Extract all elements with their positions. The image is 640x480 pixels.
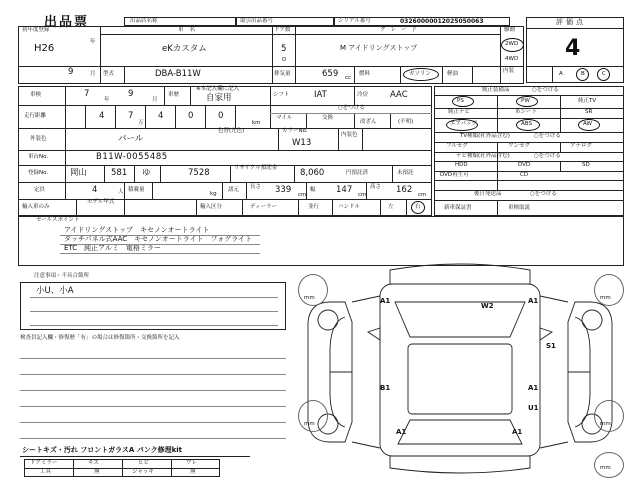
doors-sub: D <box>282 57 287 63</box>
equip-aw: AW <box>583 121 592 127</box>
legend-value-2: 無 <box>94 469 100 475</box>
notes-title: 注意事項・不具合箇所 <box>34 273 90 279</box>
width-value: 147 <box>336 185 353 195</box>
usage-note: ※本記入欄に記入 <box>196 86 240 92</box>
mark-front-right-a1: A1 <box>528 297 539 305</box>
company-label: 出品店名称 <box>130 18 158 24</box>
handle-left: 左 <box>388 204 394 210</box>
model-code: DBA-B11W <box>155 69 201 79</box>
recycle-none: 未預託 <box>397 170 414 176</box>
inspection-label: 車検 <box>30 92 42 98</box>
sales-line-2: タッチパネル式AAC キセノンオートライト フォグライト <box>64 235 252 243</box>
handle-label: ハンドル <box>338 204 361 210</box>
notes-entry: 小U、小A <box>36 286 74 296</box>
navi-hdd: HDD <box>455 162 468 168</box>
inspector-title: 検査員記入欄・修復歴「有」の場合は修復箇所・交換箇所を記入 <box>20 335 180 341</box>
serial-label: シリアル番号 <box>338 18 371 24</box>
maker-label: 車名 <box>178 27 202 33</box>
legend-header-1: ドアミラー <box>30 460 58 466</box>
serial-value: 03260000012025050063 <box>400 17 484 25</box>
meter-label: マイル <box>276 115 293 121</box>
dealer-label: ディーラー <box>250 204 278 210</box>
equip-tv: 純正TV <box>578 98 597 104</box>
recycle-unit: 円預託済 <box>346 170 369 176</box>
equipment-title: 純正装備品 <box>482 87 510 93</box>
cd-label: CD <box>520 172 529 178</box>
meter-note: ○をつける <box>338 105 365 111</box>
tire-spare-unit: mm <box>600 465 611 471</box>
usage-value: 自家用 <box>206 93 232 103</box>
interior-circle-c <box>597 68 610 81</box>
equip-ps: PS <box>457 98 464 104</box>
docs-title: 後日発送品 <box>474 191 502 197</box>
cooling-value: AAC <box>390 90 408 100</box>
length-unit: cm <box>298 192 307 198</box>
equip-navi: 純正ナビ <box>448 109 471 115</box>
chassis-number: B11W-0055485 <box>96 152 168 162</box>
meter-option-unknown: (不明) <box>398 119 414 125</box>
interior-label: 内装 <box>503 68 515 74</box>
drive-label: 駆動 <box>504 27 516 33</box>
navi-title: ナビ種類(社外品含む) <box>456 153 510 159</box>
height-unit: cm <box>418 192 427 198</box>
inspection-year: 7 <box>84 89 90 99</box>
tv-analog: アナログ <box>570 143 593 149</box>
tire-rear-left-unit: mm <box>304 421 315 427</box>
plate-class: 581 <box>111 168 128 178</box>
parallel-label: 並行 <box>308 204 320 210</box>
equip-abs: ABS <box>521 121 532 127</box>
plate-number: 7528 <box>188 168 210 178</box>
displacement-value: 659 <box>322 69 339 79</box>
equip-airbag: エアバッグ <box>450 121 478 127</box>
interior-color-label: 内装色 <box>341 132 358 138</box>
plate-label: 登録No. <box>28 170 49 176</box>
doors-value: 5 <box>281 44 287 54</box>
import-type-label: 輸入区分 <box>200 204 223 210</box>
first-reg-label: 初年度登録 <box>22 27 50 33</box>
exterior-color: パール <box>118 134 144 144</box>
mileage-digit-4: 0 <box>188 111 194 121</box>
first-reg-era: H26 <box>34 43 55 54</box>
mark-right-rear-a1: A1 <box>528 384 539 392</box>
interior-circle <box>576 68 589 81</box>
usage-label: 車歴 <box>168 92 180 98</box>
mileage-unit-km: km <box>252 120 261 126</box>
inspection-year-unit: 年 <box>104 97 110 103</box>
mileage-digit-3: 4 <box>158 111 164 121</box>
grade-name: M アイドリングストップ <box>340 44 418 52</box>
cooling-label: 冷房 <box>357 92 369 98</box>
equip-leather: 革シート <box>515 109 538 115</box>
model-label: 型式 <box>103 71 115 77</box>
inspection-month-unit: 月 <box>152 97 158 103</box>
capacity-label: 定員 <box>34 187 46 193</box>
shift-label: シフト <box>273 92 290 98</box>
color-code-value: W13 <box>292 138 312 148</box>
capacity-unit: 人 <box>118 189 124 195</box>
sales-line-3: ETC 純正アルミ 電格ミラー <box>64 244 161 252</box>
load-unit: kg <box>210 191 217 197</box>
grade-name-label: グレード <box>380 27 423 33</box>
displacement-label: 排気量 <box>274 71 291 77</box>
sheet-title: 出品票 <box>44 15 90 30</box>
tv-title: TV種類(社外品含む) <box>460 133 510 139</box>
footer-note: シートキズ・汚れ フロントガラスA パンク修理kit <box>22 446 182 454</box>
fuel-light: 軽油 <box>447 71 459 77</box>
legend-header-2: キズ <box>88 460 99 466</box>
mark-right-door-s1: S1 <box>546 342 556 350</box>
score-value: 4 <box>565 36 581 61</box>
height-value: 162 <box>396 185 413 195</box>
drive-4wd: 4WD <box>505 56 519 62</box>
mileage-label: 走行距離 <box>24 113 47 119</box>
equip-sr: SR <box>585 109 593 115</box>
recycle-value: 8,060 <box>300 168 325 178</box>
navi-dvd: DVD <box>518 162 531 168</box>
size-label: 諸元 <box>228 187 240 193</box>
mileage-digit-5: 0 <box>218 111 224 121</box>
sales-line-1: アイドリングストップ キセノンオートライト <box>64 226 210 234</box>
navi-sd: SD <box>582 162 590 168</box>
mark-windshield-w2: W2 <box>481 302 494 310</box>
notice-label: 取引出品番号 <box>240 18 274 24</box>
mileage-unit-man: 万 <box>138 120 144 126</box>
capacity-value: 4 <box>92 185 98 195</box>
meter-option-tamper: 改ざん <box>360 119 377 125</box>
car-damage-diagram <box>290 262 630 478</box>
equipment-note: ○をつける <box>532 87 559 93</box>
tv-fullseg: フルセグ <box>446 143 468 149</box>
first-reg-month: 9 <box>68 67 74 77</box>
mark-front-left-a1: A1 <box>380 297 391 305</box>
mileage-digit-1: 4 <box>99 111 105 121</box>
fuel-value: ガソリン <box>409 71 432 77</box>
length-value: 339 <box>275 185 292 195</box>
docs-note: ○をつける <box>530 191 557 197</box>
inspection-month: 9 <box>128 89 134 99</box>
color-code-label: カラーNo. <box>282 128 308 134</box>
tire-rear-right-unit: mm <box>600 421 611 427</box>
navi-note: ○をつける <box>534 153 561 159</box>
docs-warranty: 新車保証書 <box>444 205 472 211</box>
color-change-label: 色替(元色) <box>218 128 245 134</box>
tire-front-left-unit: mm <box>304 295 315 301</box>
legend-header-4: ワレ <box>186 460 198 466</box>
score-label: 評価点 <box>556 18 586 26</box>
legend-value-4: 無 <box>190 469 196 475</box>
legend-header-3: ヒビ <box>138 460 150 466</box>
sales-points-title: セールスポイント <box>36 217 80 223</box>
height-label: 高さ <box>370 184 382 190</box>
displacement-unit: cc <box>345 75 352 81</box>
fuel-label: 燃料 <box>359 71 371 77</box>
drive-2wd: 2WD <box>505 41 519 47</box>
tv-note: ○をつける <box>534 133 561 139</box>
shift-value: IAT <box>314 90 327 100</box>
width-unit: cm <box>358 192 367 198</box>
legend-value-3: ジャッキ <box>132 469 154 475</box>
mark-left-rear-b1: B1 <box>380 384 391 392</box>
load-label: 積載量 <box>128 187 145 193</box>
tv-oneseg: ワンセグ <box>508 143 531 149</box>
interior-grade-a: A <box>559 71 563 77</box>
meter-option-exchange: 交換 <box>322 115 334 121</box>
mark-rear-right-a1: A1 <box>512 428 523 436</box>
import-label: 輸入車のみ <box>22 204 50 210</box>
length-label: 長さ <box>250 184 262 190</box>
recycle-label: リサイクル預託金 <box>234 165 278 171</box>
equip-pw: PW <box>521 98 530 104</box>
interior-grade-c: C <box>602 71 606 77</box>
dvd-label: DVD再生可 <box>440 172 469 178</box>
docs-manual: 車検取説 <box>508 205 531 211</box>
mark-rear-left-a1: A1 <box>396 428 407 436</box>
tire-front-right-unit: mm <box>600 295 611 301</box>
plate-kana: ゆ <box>142 168 151 178</box>
first-reg-year-unit: 年 <box>90 39 96 45</box>
car-name: eKカスタム <box>162 44 207 54</box>
legend-value-1: 工具 <box>40 469 52 475</box>
interior-grade-b: B <box>581 71 585 77</box>
plate-region: 岡山 <box>70 168 88 178</box>
width-label: 幅 <box>310 187 316 193</box>
mileage-digit-2: 7 <box>128 111 134 121</box>
first-reg-month-unit: 月 <box>90 71 96 77</box>
model-year-label: モデル年式 <box>87 199 115 205</box>
handle-right: 右 <box>415 204 421 210</box>
exterior-color-label: 外装色 <box>30 136 47 142</box>
doors-label: ドア数 <box>274 27 291 33</box>
mark-right-rear-u1: U1 <box>528 404 539 412</box>
chassis-label: 車台No. <box>28 154 49 160</box>
